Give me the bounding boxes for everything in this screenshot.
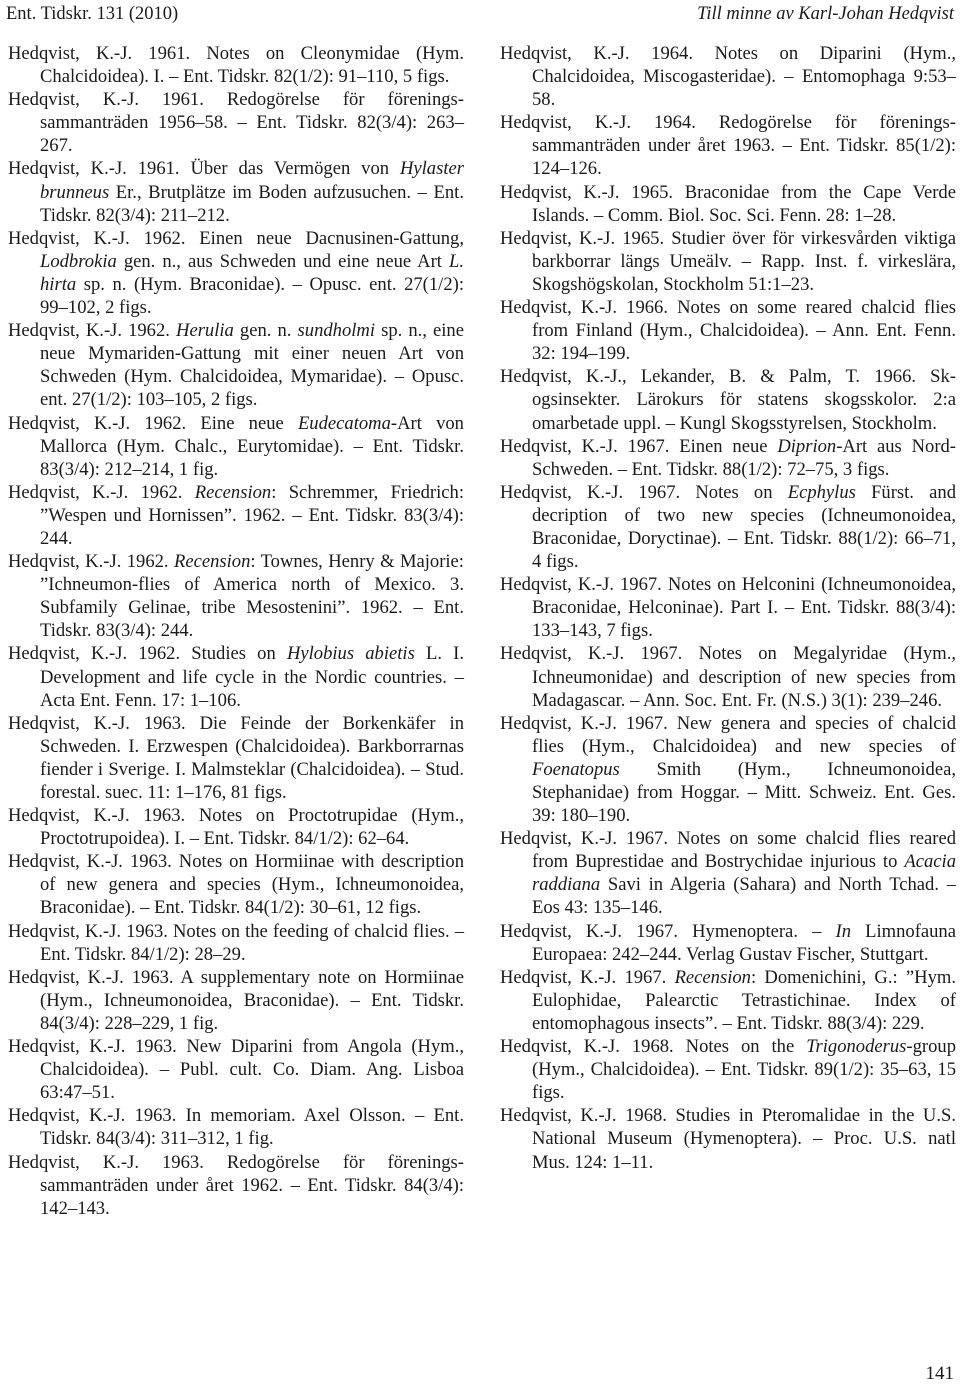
- reference-text: Hedqvist, K.-J. 1961. Notes on Cleonymidae (Hym. Chalcidoidea). I. – Ent. Tidskr. 82(1/2): 91–110, 5 figs.: [8, 43, 464, 88]
- reference-text: : Schremmer, Friedrich: ”Wespen und Hornissen”. 1962. – Ent. Tidskr. 83(3/4): 244.: [40, 481, 464, 549]
- italic-taxon-text: Herulia: [176, 320, 234, 342]
- reference-entry: [500, 181, 956, 227]
- reference-text: -Art aus Nord-Schweden. – Ent. Tidskr. 88(1/2): 72–75, 3 figs.: [532, 435, 956, 480]
- italic-taxon-text: Ecphylus: [787, 481, 856, 503]
- section-title: Till minne av Karl-Johan Hedqvist: [697, 4, 954, 24]
- reference-entry: [500, 573, 956, 642]
- reference-entry: [500, 920, 956, 966]
- reference-text: Er., Brutplätze im Boden aufzusuchen. – Ent. Tidskr. 82(3/4): 211–212.: [40, 181, 464, 226]
- reference-text: Hedqvist, K.-J. 1963. Notes on the feeding of chalcid flies. – Ent. Tidskr. 84/1/2): 28–29.: [8, 920, 464, 965]
- reference-entry: [500, 712, 956, 827]
- italic-taxon-text: Lodbrokia: [40, 250, 117, 272]
- reference-entry: [8, 966, 464, 1035]
- reference-entry: [500, 642, 956, 711]
- italic-taxon-text: Hylaster brunneus: [40, 158, 464, 203]
- reference-entry: [8, 550, 464, 642]
- reference-text: gen. n., aus Schweden und eine neue Art: [116, 250, 449, 272]
- reference-text: Hedqvist, K.-J. 1967. New genera and species of chalcid flies (Hym., Chalcidoidea) and new species of: [500, 712, 956, 757]
- reference-entry: [8, 88, 464, 157]
- reference-text: Hedqvist, K.-J. 1967. Notes on: [500, 481, 788, 503]
- italic-taxon-text: Foenatopus: [532, 758, 620, 780]
- reference-entry: [500, 296, 956, 365]
- reference-text: : Domenichini, G.: ”Hym. Eulophidae, Palearctic Tetrastichinae. Index of entomophagous insects”. – Ent. Tidskr. 88(3/4): 229.: [532, 966, 956, 1034]
- reference-entry: [500, 827, 956, 919]
- reference-entry: [8, 319, 464, 411]
- reference-text: Hedqvist, K.-J. 1967. Hymenoptera. –: [500, 920, 836, 942]
- reference-entry: [8, 1035, 464, 1104]
- reference-column-left: [8, 42, 464, 1220]
- reference-entry: [500, 1104, 956, 1173]
- reference-column-right: [500, 42, 956, 1174]
- reference-text: Hedqvist, K.-J. 1967. Einen neue: [500, 435, 778, 457]
- reference-text: Hedqvist, K.-J. 1962.: [8, 320, 177, 342]
- reference-text: Hedqvist, K.-J. 1963. Redogörelse för föreningssammanträden under året 1962. – Ent. Tidskr. 84(3/4): 142–143.: [8, 1151, 464, 1219]
- italic-taxon-text: Recension: [173, 551, 251, 573]
- reference-text: Hedqvist, K.-J. 1967. Notes on Megalyridae (Hym., Ichneumonidae) and description of new species from Madagascar. – Ann. Soc. Ent. Fr. (N.S.) 3(1): 239–246.: [500, 643, 956, 711]
- reference-text: Hedqvist, K.-J. 1961. Über das Vermögen von: [8, 158, 400, 180]
- reference-text: Fürst. and decription of two new species (Ichneumonoidea, Braconidae, Doryctinae). – Ent. Tidskr. 88(1/2): 66–71, 4 figs.: [532, 481, 956, 573]
- reference-text: sp. n., eine neue Mymariden-Gattung mit einer neuen Art von Schweden (Hym. Chalcidoidea, Mymaridae). – Opusc. ent. 27(1/2): 103–105, 2 figs.: [40, 320, 464, 411]
- italic-taxon-text: Hylobius abietis: [286, 643, 415, 665]
- reference-text: gen. n.: [233, 320, 298, 342]
- reference-text: -Art von Mallorca (Hym. Chalc., Eurytomidae). – Ent. Tidskr. 83(3/4): 212–214, 1 fig.: [40, 412, 464, 480]
- italic-taxon-text: Diprion: [777, 435, 837, 457]
- reference-text: Hedqvist, K.-J. 1962.: [8, 481, 195, 503]
- journal-citation: Ent. Tidskr. 131 (2010): [6, 4, 179, 24]
- page-number: 141: [925, 1363, 954, 1384]
- italic-taxon-text: Recension: [674, 966, 751, 988]
- reference-text: Hedqvist, K.-J. 1963. Die Feinde der Borkenkäfer in Schweden. I. Erzwespen (Chalcidoidea). Barkborrarnas fiender i Sverige. I. Malmsteklar (Chalcidoidea). – Stud. forestal. suec. 11: 1–176, 81 figs.: [8, 712, 464, 803]
- reference-entry: [8, 642, 464, 711]
- reference-text: Smith (Hym., Ichneumonoidea, Stephanidae) from Hoggar. – Mitt. Schweiz. Ent. Ges. 39: 180–190.: [532, 758, 956, 827]
- italic-taxon-text: Acacia raddiana: [532, 851, 956, 896]
- reference-text: Limnofauna Europaea: 242–244. Verlag Gustav Fischer, Stuttgart.: [532, 920, 956, 965]
- reference-entry: [8, 712, 464, 804]
- reference-text: Hedqvist, K.-J. 1967. Notes on some chalcid flies reared from Buprestidae and Bostrychidae injurious to: [500, 828, 956, 873]
- reference-entry: [8, 157, 464, 226]
- running-head: [0, 2, 960, 30]
- reference-text: Hedqvist, K.-J. 1968. Studies in Pteromalidae in the U.S. National Museum (Hymenoptera). – Proc. U.S. natl Mus. 124: 1–11.: [500, 1105, 956, 1173]
- italic-taxon-text: sundholmi: [297, 320, 376, 342]
- reference-text: Hedqvist, K.-J. 1963. Notes on Hormiinae with description of new genera and species (Hym., Ichneumonoidea, Braconidae). – Ent. Tidskr. 84(1/2): 30–61, 12 figs.: [8, 851, 464, 919]
- reference-entry: [8, 1104, 464, 1150]
- reference-entry: [500, 111, 956, 180]
- reference-entry: [500, 42, 956, 111]
- reference-text: Hedqvist, K.-J. 1963. Notes on Proctotrupidae (Hym., Proctotrupoidea). I. – Ent. Tidskr. 84/1/2): 62–64.: [8, 805, 464, 850]
- reference-entry: [8, 1151, 464, 1220]
- reference-entry: [8, 42, 464, 88]
- italic-taxon-text: Eudecatoma: [297, 412, 391, 434]
- reference-text: L. I. Development and life cycle in the Nordic countries. – Acta Ent. Fenn. 17: 1–106.: [40, 643, 464, 711]
- reference-text: -group (Hym., Chalcidoidea). – Ent. Tidskr. 89(1/2): 35–63, 15 figs.: [532, 1036, 956, 1104]
- reference-text: : Townes, Henry & Majorie: ”Ichneumon-flies of America north of Mexico. 3. Subfamily Gelinae, tribe Mesostenini”. 1962. – Ent. Tidskr. 83(3/4): 244.: [40, 551, 464, 642]
- reference-text: Hedqvist, K.-J. 1965. Braconidae from the Cape Verde Islands. – Comm. Biol. Soc. Sci. Fenn. 28: 1–28.: [500, 181, 956, 226]
- reference-entry: [8, 481, 464, 550]
- reference-entry: [500, 966, 956, 1035]
- reference-text: Hedqvist, K.-J. 1963. In memoriam. Axel Olsson. – Ent. Tidskr. 84(3/4): 311–312, 1 fig.: [8, 1105, 464, 1150]
- reference-text: Hedqvist, K.-J. 1965. Studier över för virkesvården viktiga barkborrar längs Umeälv. – Rapp. Inst. f. virkeslära, Skogshögskolan, Stockholm 51:1–23.: [500, 227, 956, 295]
- reference-entry: [8, 804, 464, 850]
- reference-text: Hedqvist, K.-J. 1963. A supplementary note on Hormiinae (Hym., Ichneumonoidea, Braconidae). – Ent. Tidskr. 84(3/4): 228–229, 1 fig.: [8, 966, 464, 1034]
- reference-text: Hedqvist, K.-J. 1966. Notes on some reared chalcid flies from Finland (Hym., Chalcidoidea). – Ann. Ent. Fenn. 32: 194–199.: [500, 297, 956, 365]
- reference-text: Hedqvist, K.-J. 1967.: [500, 966, 675, 988]
- reference-text: Hedqvist, K.-J. 1963. New Diparini from Angola (Hym., Chalcidoidea). – Publ. cult. Co. Diam. Ang. Lisboa 63:47–51.: [8, 1036, 464, 1104]
- reference-entry: [8, 920, 464, 966]
- reference-text: Hedqvist, K.-J. 1967. Notes on Helconini (Ichneumonoidea, Braconidae, Helconinae). Part I. – Ent. Tidskr. 88(3/4): 133–143, 7 figs.: [500, 574, 956, 642]
- reference-entry: [8, 412, 464, 481]
- italic-taxon-text: L. hirta: [40, 250, 464, 295]
- reference-entry: [500, 227, 956, 296]
- reference-text: Hedqvist, K.-J. 1962.: [8, 551, 174, 573]
- reference-text: Savi in Algeria (Sahara) and North Tchad. – Eos 43: 135–146.: [532, 874, 956, 919]
- italic-taxon-text: In: [835, 920, 851, 942]
- reference-entry: [8, 850, 464, 919]
- reference-text: Hedqvist, K.-J. 1964. Notes on Diparini (Hym., Chalcidoidea, Miscogasteridae). – Entomophaga 9:53–58.: [500, 43, 956, 111]
- italic-taxon-text: Trigonoderus: [806, 1036, 907, 1058]
- italic-taxon-text: Recension: [194, 481, 272, 503]
- reference-text: Hedqvist, K.-J. 1962. Eine neue: [8, 412, 298, 434]
- reference-entry: [500, 435, 956, 481]
- reference-entry: [500, 1035, 956, 1104]
- reference-text: Hedqvist, K.-J. 1962. Einen neue Dacnusinen-Gattung,: [8, 227, 464, 249]
- reference-text: Hedqvist, K.-J. 1962. Studies on: [8, 643, 287, 665]
- reference-text: sp. n. (Hym. Braconidae). – Opusc. ent. 27(1/2): 99–102, 2 figs.: [40, 273, 464, 319]
- reference-entry: [500, 365, 956, 434]
- reference-text: Hedqvist, K.-J. 1964. Redogörelse för föreningssammanträden under året 1963. – Ent. Tidskr. 85(1/2): 124–126.: [500, 112, 956, 180]
- reference-text: Hedqvist, K.-J., Lekander, B. & Palm, T. 1966. Skogsinsekter. Lärokurs för statens skogsskolor. 2:a omarbetade uppl. – Kungl Skogsstyrelsen, Stockholm.: [500, 366, 956, 434]
- reference-text: Hedqvist, K.-J. 1961. Redogörelse för föreningssammanträden 1956–58. – Ent. Tidskr. 82(3/4): 263–267.: [8, 89, 464, 157]
- reference-entry: [8, 227, 464, 319]
- reference-text: Hedqvist, K.-J. 1968. Notes on the: [500, 1036, 807, 1058]
- reference-entry: [500, 481, 956, 573]
